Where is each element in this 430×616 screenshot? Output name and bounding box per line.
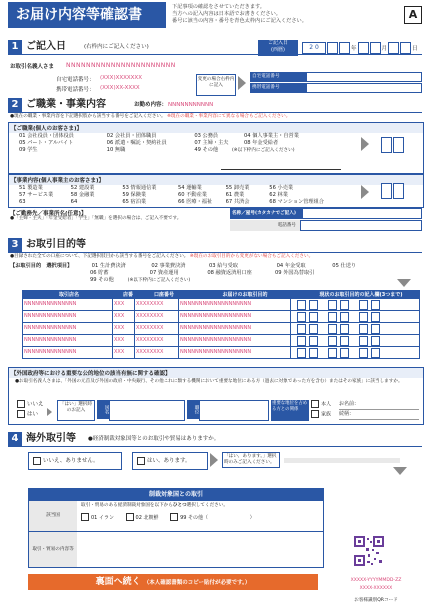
purpose-code-digit[interactable] — [371, 300, 380, 310]
country-input[interactable] — [109, 400, 185, 421]
section-title: 海外取引等 — [26, 433, 76, 444]
relation-name-label: お名前： — [339, 401, 360, 407]
purpose-code-digit[interactable] — [371, 312, 380, 322]
purpose-option: 04 年金受取 — [276, 263, 306, 269]
purpose-code-digit[interactable] — [340, 300, 349, 310]
relation-family-option[interactable] — [311, 410, 331, 420]
purpose-code-digit[interactable] — [340, 336, 349, 346]
business-option: 53 情報通信業 — [122, 185, 157, 191]
purpose-option: 05 仕送り — [332, 263, 357, 269]
occupation-head: 【ご職業(個人のお客さま)】 — [9, 123, 423, 133]
date-label-top: ご記入日 — [267, 40, 288, 46]
trade-no-option[interactable] — [28, 452, 122, 470]
checkbox[interactable] — [126, 513, 134, 521]
content-input[interactable] — [77, 532, 323, 567]
relation-choice — [311, 400, 331, 419]
current-purpose-input — [291, 311, 419, 322]
purpose-code-digit[interactable] — [328, 312, 337, 322]
continue-note: （本人確認書類のコピー貼付が必要です。） — [143, 580, 251, 586]
country-options — [81, 513, 319, 521]
section-4-header — [8, 432, 422, 447]
section-title: お取引目的等 — [26, 239, 86, 250]
account-rows — [22, 299, 420, 359]
relation-kinship-field[interactable] — [339, 410, 419, 420]
column-header: 現状のお取引目的の記入欄(3つまで) — [303, 291, 420, 299]
code-digit[interactable] — [381, 137, 392, 153]
occupation-option: 02 会社員・団体職員 — [106, 133, 157, 139]
purpose-code-digit[interactable] — [297, 324, 306, 334]
country-row — [77, 501, 323, 531]
current-purpose-input — [291, 323, 419, 334]
purpose-code-digit[interactable] — [340, 348, 349, 358]
business-code-input[interactable] — [381, 183, 404, 199]
purpose-code-digit[interactable] — [297, 348, 306, 358]
purpose-code-digit[interactable] — [359, 312, 368, 322]
branch-name: NNNNNNNNNNNNNN — [23, 311, 113, 322]
registered-purpose: NNNNNNNNNNNNNNNNNNN — [179, 335, 291, 346]
purpose-head: 【お取引目的 選択項目】 — [10, 263, 73, 269]
business-option: 65 宿泊業 — [122, 199, 147, 205]
trade-yes-note: 「はい、あります。」選択時のみご記入ください。 — [222, 452, 280, 468]
purpose-code-digit[interactable] — [328, 300, 337, 310]
purpose-code-digit[interactable] — [359, 336, 368, 346]
account-holder-label: お取引名義人さま — [10, 64, 55, 70]
purpose-option: 08 融資返済用口座 — [207, 270, 252, 276]
account-number: XXXXXXXX — [135, 323, 179, 334]
code-digit[interactable] — [381, 183, 392, 199]
country-note-text: 取引・貿易のある経済制裁対象国を以下から — [81, 503, 173, 508]
current-purpose-input — [291, 299, 419, 310]
section-3-note — [10, 254, 313, 260]
table-row — [22, 311, 420, 323]
month-unit: 月 — [381, 46, 388, 52]
business-option: 57 サービス業 — [19, 192, 54, 198]
year-prefix: 2 0 — [302, 42, 326, 54]
workplace-head: 【ご勤務先／事業所名(任意)】 — [10, 211, 87, 217]
business-option: 61 農業 — [225, 192, 245, 198]
header-note-line: 当方への記入内容は日本語でお書きください。 — [172, 11, 281, 17]
occupation-option: 05 パート・アルバイト — [19, 140, 74, 146]
arrow-down-icon — [397, 279, 411, 287]
purpose-code-digit[interactable] — [359, 348, 368, 358]
country-row-note — [81, 503, 319, 509]
checkbox[interactable] — [170, 513, 178, 521]
purpose-code-digit[interactable] — [297, 300, 306, 310]
checkbox[interactable] — [17, 400, 25, 408]
purpose-code-digit[interactable] — [371, 324, 380, 334]
section-2-note-text: ●現在の職業・事業内容を下記選択肢から該当する番号をご記入ください。 — [10, 114, 166, 119]
country-row-label: 該当国 — [29, 501, 77, 531]
workplace-box — [230, 208, 422, 231]
section-number: 2 — [8, 98, 22, 112]
account-table — [22, 290, 420, 299]
business-box — [8, 174, 424, 208]
month-digit-input[interactable] — [358, 42, 369, 54]
arrow-right-icon — [361, 185, 369, 199]
position-label: 職位 — [187, 400, 199, 419]
table-row — [22, 323, 420, 335]
business-option: 60 不動産業 — [177, 192, 207, 198]
section-hint: (右枠内にご記入ください) — [84, 44, 149, 50]
account-number: XXXXXXXX — [135, 347, 179, 358]
purpose-row — [10, 277, 410, 284]
relation-detail — [339, 400, 419, 420]
purpose-code-digit[interactable] — [309, 336, 318, 346]
occupation-option: 07 主婦・主夫 — [194, 140, 229, 146]
arrow-right-icon — [238, 76, 246, 90]
country-option-iran[interactable] — [81, 515, 114, 521]
date-label — [258, 40, 298, 56]
continue-banner — [28, 574, 318, 590]
branch-number: XXX — [113, 323, 135, 334]
trade-yes-label: はい、あります。 — [147, 458, 191, 464]
purpose-code-digit[interactable] — [340, 324, 349, 334]
purpose-options — [10, 263, 410, 284]
position-input[interactable] — [199, 400, 269, 421]
business-head: 【事業内容(個人事業主のお客さま)】 — [9, 175, 423, 185]
branch-number: XXX — [113, 311, 135, 322]
branch-number: XXX — [113, 335, 135, 346]
branch-name: NNNNNNNNNNNNNN — [23, 335, 113, 346]
purpose-option: 01 生計費決済 — [91, 263, 126, 269]
home-phone-label: 自宅電話番号： — [56, 77, 95, 83]
business-option: 55 卸売業 — [225, 185, 250, 191]
section-3-note-red: ※現在のお取引目的から変更がない場合もご記入ください。 — [189, 254, 314, 259]
pep-box — [8, 367, 424, 425]
mobile-phone-change-input[interactable] — [306, 83, 422, 93]
occupation-other-note: (※以下枠内にご記入ください) — [231, 148, 295, 153]
table-row — [22, 299, 420, 311]
checkbox[interactable] — [81, 513, 89, 521]
relation-family-label: 家族 — [321, 411, 332, 417]
account-number: XXXXXXXX — [135, 311, 179, 322]
trade-yes-option[interactable] — [132, 452, 208, 470]
occupation-option: 01 会社役員・団体役員 — [19, 133, 74, 139]
purpose-code-digit[interactable] — [340, 312, 349, 322]
purpose-row — [10, 270, 410, 277]
country-label: 国名 — [97, 400, 109, 419]
mobile-phone-label: 携帯電話番号： — [56, 87, 95, 93]
day-unit: 日 — [412, 46, 418, 52]
purpose-option: 06 貯蓄 — [90, 270, 109, 276]
purpose-option: 03 給与受取 — [208, 263, 238, 269]
date-label-bottom: (西暦) — [271, 47, 285, 53]
purpose-code-digit[interactable] — [297, 312, 306, 322]
purpose-code-digit[interactable] — [359, 324, 368, 334]
workplace-phone-input[interactable] — [300, 220, 422, 231]
purpose-code-digit[interactable] — [328, 324, 337, 334]
relation-label: 重要な地位を占める方との関係 — [271, 400, 309, 421]
business-option: 64 — [70, 199, 78, 205]
home-phone-change-input[interactable] — [306, 72, 422, 82]
pep-yes-option[interactable] — [17, 410, 44, 420]
section-number: 4 — [8, 432, 22, 446]
day-digit-input[interactable] — [388, 42, 399, 54]
registered-purpose: NNNNNNNNNNNNNNNNNNN — [179, 299, 291, 310]
checkbox[interactable] — [137, 457, 145, 465]
code-text-2: XXXX-XXXXXX — [359, 586, 393, 591]
branch-name: NNNNNNNNNNNNNN — [23, 347, 113, 358]
purpose-code-digit[interactable] — [359, 300, 368, 310]
continue-text: 裏面へ続く — [95, 577, 141, 587]
table-header-row — [23, 291, 420, 299]
code-digit[interactable] — [393, 137, 404, 153]
section-2-note-red: ※現在の職業・事業内容にて異なる場合もご記入ください。 — [167, 114, 291, 119]
qr-caption: お客様識別QRコード — [354, 598, 398, 603]
content-label: 取引・貿易の内容等 — [29, 532, 77, 567]
option-close-paren: ） — [249, 514, 255, 521]
business-option: 56 小売業 — [269, 185, 294, 191]
qr-code-icon — [354, 536, 384, 566]
current-purpose-input — [291, 335, 419, 346]
pep-head: 【外国政府等における重要な公的地位の該当有無に関する確認】 — [9, 368, 423, 378]
purpose-code-digit[interactable] — [309, 324, 318, 334]
column-header: 口座番号 — [141, 291, 188, 299]
occupation-other-input[interactable] — [221, 161, 341, 170]
current-purpose-input — [291, 347, 419, 358]
purpose-code-digit[interactable] — [328, 336, 337, 346]
section-2-header — [8, 98, 422, 113]
pep-choice — [17, 400, 44, 419]
branch-name: NNNNNNNNNNNNNN — [23, 323, 113, 334]
table-row — [22, 335, 420, 347]
table-row — [22, 347, 420, 359]
phone-change-box — [250, 72, 422, 93]
section-number: 1 — [8, 40, 22, 54]
form-title: お届け内容等確認書 — [8, 2, 166, 28]
connector-bar — [284, 458, 400, 463]
purpose-code-digit[interactable] — [297, 336, 306, 346]
workplace-note: ●「主婦・主夫」「年金受給者」「学生」「無職」を選択の場合は、ご記入不要です。 — [10, 216, 182, 221]
purpose-option: 02 事業費決済 — [151, 263, 186, 269]
purpose-code-digit[interactable] — [309, 300, 318, 310]
year-digit-input[interactable] — [339, 42, 350, 54]
relation-name-field[interactable] — [339, 400, 419, 410]
purpose-code-digit[interactable] — [309, 312, 318, 322]
country-option-nk[interactable] — [126, 515, 159, 521]
occupation-box — [8, 122, 424, 174]
business-option: 63 — [19, 199, 26, 205]
occupation-code-input[interactable] — [381, 137, 404, 153]
business-option: 59 保険業 — [122, 192, 147, 198]
business-option: 67 共済会 — [225, 199, 250, 205]
section-3-header — [8, 238, 422, 253]
occupation-option: 04 個人事業主・自営業 — [243, 133, 299, 139]
column-header: 取引店名 — [23, 291, 116, 299]
registered-purpose: NNNNNNNNNNNNNNNNNNN — [179, 323, 291, 334]
option-label: 99 その他（ — [180, 514, 209, 521]
checkbox[interactable] — [311, 400, 319, 408]
work-content-label: お勤め内容： — [134, 102, 168, 108]
purpose-option: 99 その他 — [90, 277, 114, 283]
option-label: 02 北朝鮮 — [135, 514, 159, 521]
section-number: 3 — [8, 238, 22, 252]
workplace-name-label: 名称／屋号(カタカナでご記入) — [230, 208, 302, 219]
pep-no-option[interactable] — [17, 400, 44, 410]
business-option: 51 製造業 — [19, 185, 43, 191]
business-option: 68 マンション管理組合 — [269, 199, 324, 205]
header-note-line: 下記事項の確認をさせていただきます。 — [172, 4, 265, 10]
code-digit[interactable] — [393, 183, 404, 199]
relation-self-option[interactable] — [311, 400, 331, 410]
checkbox[interactable] — [17, 410, 25, 418]
arrow-right-icon — [361, 137, 369, 151]
year-digit-input[interactable] — [327, 42, 338, 54]
business-option: 54 運輸業 — [177, 185, 202, 191]
date-fields — [302, 42, 418, 54]
business-row — [19, 199, 423, 206]
section-3-note-text: ●目録された全ての口座について、下記選択肢目から該当する番号をご記入ください。 — [10, 254, 189, 259]
business-option: 66 医療・福祉 — [177, 199, 213, 205]
header-note — [172, 4, 402, 25]
business-option: 62 林業 — [269, 192, 288, 198]
branch-number: XXX — [113, 347, 135, 358]
purpose-other-note: (※以下枠内にご記入ください) — [127, 278, 191, 283]
purpose-code-digit[interactable] — [309, 348, 318, 358]
purpose-code-digit[interactable] — [371, 336, 380, 346]
business-option: 58 金融業 — [70, 192, 95, 198]
account-number: XXXXXXXX — [135, 335, 179, 346]
account-number: XXXXXXXX — [135, 299, 179, 310]
purpose-row — [10, 263, 410, 270]
section-title: ご職業・事業内容 — [26, 99, 106, 110]
section-2-note — [10, 114, 290, 120]
purpose-code-digit[interactable] — [328, 348, 337, 358]
occupation-option: 06 派遣・嘱託・契約社員 — [106, 140, 167, 146]
registered-purpose: NNNNNNNNNNNNNNNNNNN — [179, 311, 291, 322]
option-label: 01 イラン — [91, 514, 114, 521]
occupation-option: 49 その他 — [194, 147, 219, 153]
mobile-phone-box-label: 携帯電話番号 — [250, 83, 306, 93]
country-note-end: 選択してください。 — [186, 503, 228, 508]
column-header: 店番 — [116, 291, 141, 299]
registered-purpose: NNNNNNNNNNNNNNNNNNN — [179, 347, 291, 358]
column-header: お届けのお取引目的 — [188, 291, 303, 299]
relation-kinship-label: 続柄： — [339, 411, 355, 417]
workplace-phone-label: 電話番号 — [230, 220, 300, 231]
occupation-option: 09 学生 — [19, 147, 38, 153]
pep-yes-label: はい — [27, 411, 39, 417]
sanction-box — [28, 488, 324, 568]
branch-name: NNNNNNNNNNNNNN — [23, 299, 113, 310]
purpose-option: 07 資産運用 — [149, 270, 179, 276]
purpose-code-digit[interactable] — [371, 348, 380, 358]
account-holder-name: NNNNNNNNNNNNNNNNNNNNNN — [66, 62, 176, 69]
workplace-name-input[interactable] — [302, 208, 422, 219]
month-digit-input[interactable] — [370, 42, 381, 54]
pep-note: ●お取引名義人さまは、「外国の元首及び外国の政府・中央銀行、その他これに類する機関において重要な地位にある方（過去に対象であった方を含む）またはその家族」に該当しますか。 — [15, 379, 403, 384]
business-option: 52 建設業 — [70, 185, 95, 191]
home-phone-box-label: 自宅電話番号 — [250, 72, 306, 82]
occupation-option: 10 無職 — [106, 147, 126, 153]
sanction-box-title: 制裁対象国との取引 — [29, 489, 323, 501]
branch-number: XXX — [113, 299, 135, 310]
arrow-right-icon — [210, 453, 218, 467]
pep-no-label: いいえ — [27, 401, 44, 408]
pep-yes-note: 「はい」選択時のお記入 — [57, 400, 95, 421]
purpose-option: 09 外国為替取引 — [274, 270, 315, 276]
occupation-option: 08 年金受給者 — [243, 140, 279, 146]
arrow-right-icon — [47, 408, 52, 416]
year-unit: 年 — [351, 46, 357, 52]
mobile-phone-value: (XXX)XX-XXXX — [100, 85, 140, 91]
country-option-other[interactable] — [170, 515, 208, 521]
form-id-box: A — [404, 6, 422, 24]
trade-no-label: いいえ、ありません。 — [43, 458, 99, 464]
relation-self-label: 本人 — [321, 401, 332, 408]
code-text: XXXXX-YYYYMMDD-ZZ — [350, 578, 402, 583]
change-note: 変更の場合右枠内に記入 — [196, 74, 236, 96]
checkbox[interactable] — [311, 410, 319, 418]
arrow-down-icon — [393, 467, 407, 475]
work-content-value: NNNNNNNNNNN — [168, 102, 214, 108]
country-note-bold: ひとつ — [172, 503, 187, 508]
occupation-option: 03 公務員 — [194, 133, 219, 139]
checkbox[interactable] — [33, 457, 41, 465]
section-4-note: ●経済制裁対象国等とのお取引や貿易はありますか。 — [88, 436, 220, 442]
home-phone-value: (XXX)XXXXXXX — [100, 75, 142, 81]
section-title: ご記入日 — [26, 41, 66, 52]
header-note-line: 番号に該当の内容・番号を青色太枠内にご記入ください。 — [172, 18, 307, 24]
day-digit-input[interactable] — [400, 42, 411, 54]
